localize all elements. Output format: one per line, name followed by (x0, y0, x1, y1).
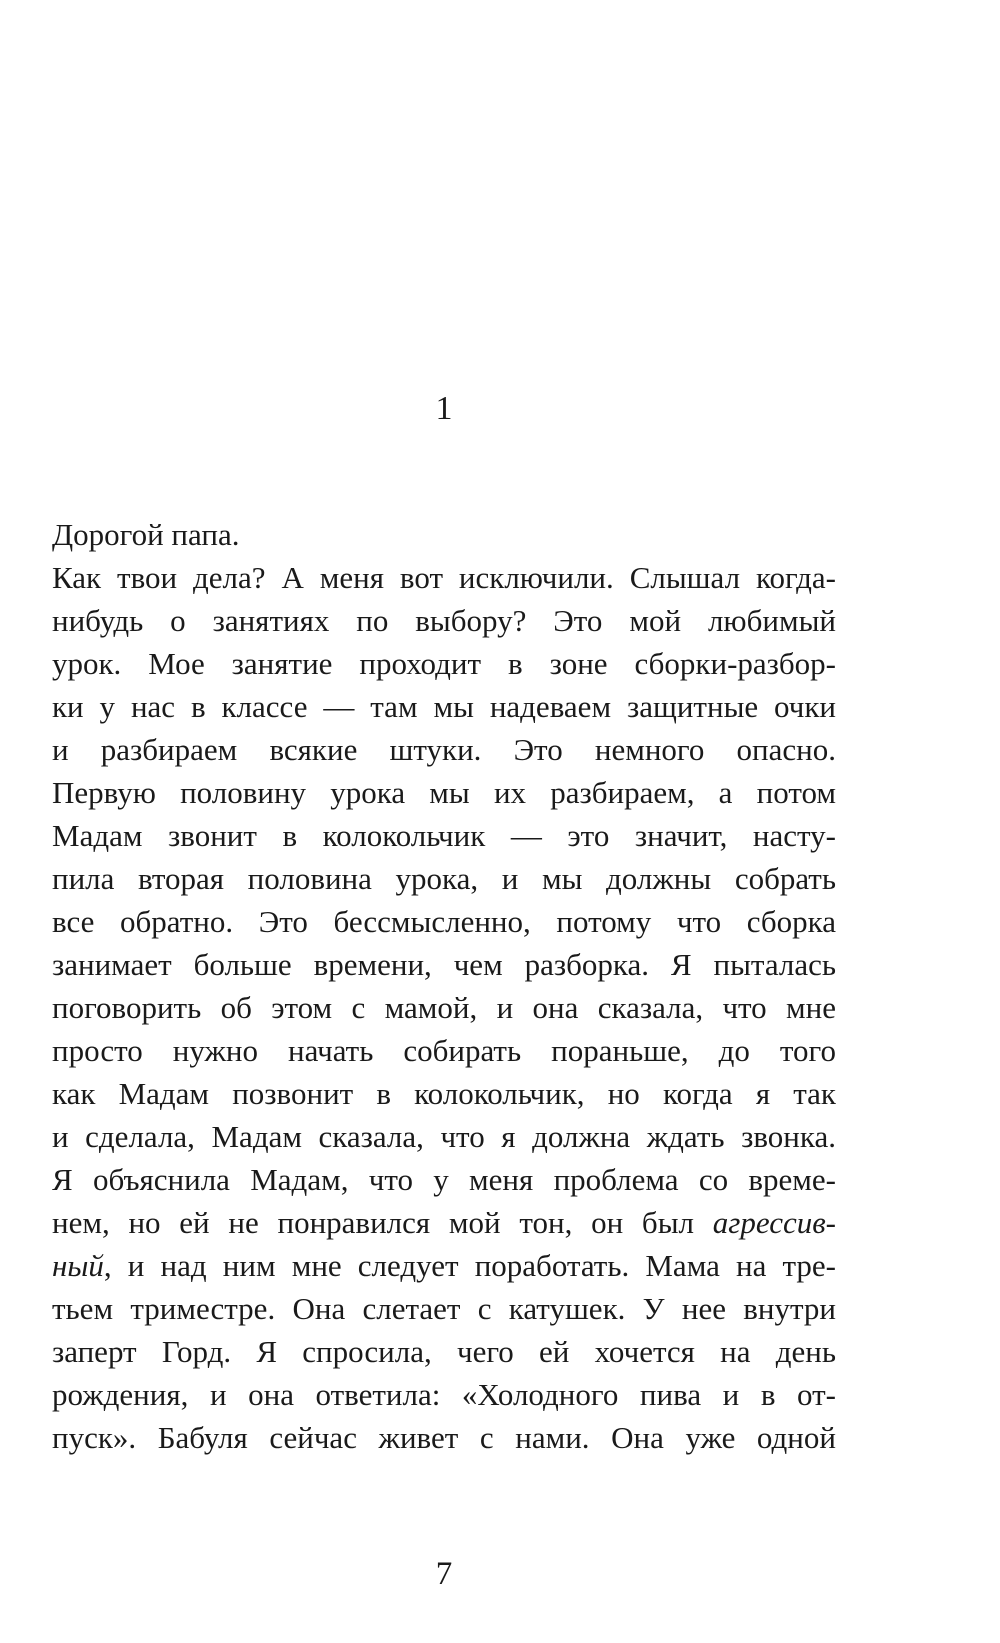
text-line: все обратно. Это бессмысленно, потому что сборка (52, 904, 836, 939)
text-line: ки у нас в классе — там мы надеваем защитные очки (52, 689, 836, 724)
text-line: Мадам звонит в колокольчик — это значит, насту- (52, 818, 836, 853)
text-line: заперт Горд. Я спросила, чего ей хочется на день (52, 1334, 836, 1369)
chapter-number: 1 (435, 390, 453, 427)
text-segment: нем, но ей не понравился мой тон, он был (52, 1205, 713, 1240)
text-line: урок. Мое занятие проходит в зоне сборки-разбор- (52, 646, 836, 681)
letter-salutation: Дорогой папа. (52, 517, 240, 552)
text-line: просто нужно начать собирать пораньше, до того (52, 1033, 836, 1068)
text-line-mixed (52, 1201, 836, 1244)
italic-word: ный (52, 1248, 104, 1283)
text-line: тьем триместре. Она слетает с катушек. У нее внутри (52, 1291, 836, 1326)
text-line: нибудь о занятиях по выбору? Это мой любимый (52, 603, 836, 638)
text-line: занимает больше времени, чем разборка. Я пыталась (52, 947, 836, 982)
text-segment: , и над ним мне следует поработать. Мама на тре- (103, 1248, 836, 1283)
text-line: Как твои дела? А меня вот исключили. Слышал когда- (52, 560, 836, 595)
italic-word: агрессив- (712, 1205, 836, 1240)
text-line: пила вторая половина урока, и мы должны собрать (52, 861, 836, 896)
text-line: поговорить об этом с мамой, и она сказала, что мне (52, 990, 836, 1025)
text-line-mixed (52, 1244, 836, 1287)
text-line: пуск». Бабуля сейчас живет с нами. Она уже одной (52, 1420, 836, 1455)
letter-body (52, 513, 836, 1459)
text-line: рождения, и она ответила: «Холодного пива и в от- (52, 1377, 836, 1412)
text-line: Первую половину урока мы их разбираем, а потом (52, 775, 836, 810)
text-line: Я объяснила Мадам, что у меня проблема со време- (52, 1162, 836, 1197)
text-line: и разбираем всякие штуки. Это немного опасно. (52, 732, 836, 767)
page-number: 7 (435, 1556, 453, 1592)
text-line: как Мадам позвонит в колокольчик, но когда я так (52, 1076, 836, 1111)
text-line: и сделала, Мадам сказала, что я должна ждать звонка. (52, 1119, 836, 1154)
